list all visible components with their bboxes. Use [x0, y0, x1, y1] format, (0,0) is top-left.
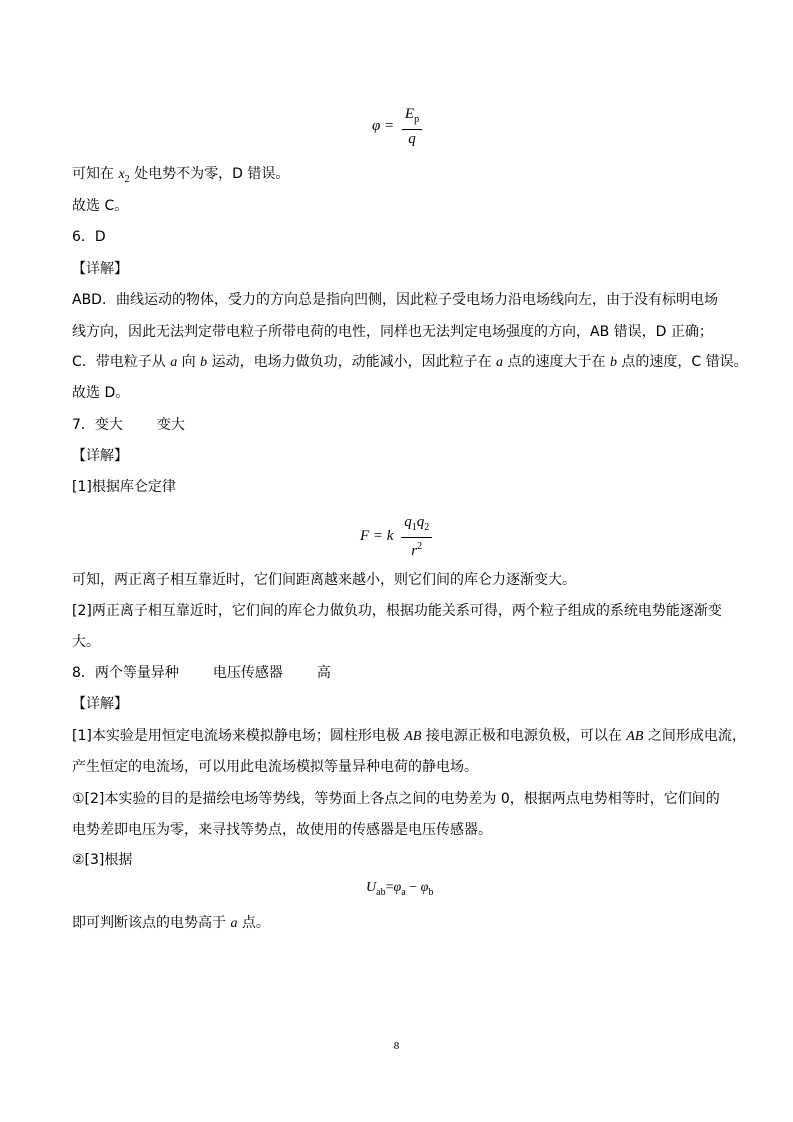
text-line: C．带电粒子从 a 向 b 运动，电场力做负功，动能减小，因此粒子在 a 点的速度大于在 b 点的速度，C 错误。 — [72, 354, 748, 370]
numerator: $E_p$ — [402, 106, 422, 130]
text-line: 可知在 $x_2$ 处电势不为零，D 错误。 — [72, 166, 290, 185]
page-number: 8 — [393, 1040, 400, 1052]
text-line: ①[2]本实验的目的是描绘电场等势线，等势面上各点之间的电势差为 0，根据两点电势相等时，它们间的 — [72, 791, 720, 807]
detail-heading: 【详解】 — [72, 261, 128, 277]
denominator: q — [408, 131, 416, 147]
equation-potential — [372, 106, 422, 147]
text-line: 故选 C。 — [72, 198, 129, 214]
text-line: ABD．曲线运动的物体，受力的方向总是指向凹侧，因此粒子受电场力沿电场线向左，由于没有标明电场 — [72, 292, 718, 308]
fraction — [401, 514, 432, 559]
answer-heading: 8．两个等量异种 电压传感器 高 — [72, 665, 331, 681]
text-line: ②[3]根据 — [72, 852, 133, 868]
text-line: 故选 D。 — [72, 385, 130, 401]
equation-lhs: F = k — [360, 527, 394, 544]
equation-lhs: φ = — [372, 117, 395, 134]
equation-coulomb — [360, 514, 432, 559]
fraction — [402, 106, 422, 147]
detail-heading: 【详解】 — [72, 448, 128, 464]
text-line: 电势差即电压为零，来寻找等势点，故使用的传感器是电压传感器。 — [72, 822, 492, 838]
answer-heading: 6．D — [72, 229, 106, 245]
text-line: [1]根据库仑定律 — [72, 479, 176, 495]
numerator: $q_1q_2$ — [401, 514, 432, 538]
denominator: $r^2$ — [411, 541, 423, 559]
text-line: [1]本实验是用恒定电流场来模拟静电场；圆柱形电极 AB 接电源正极和电源负极，可以在 AB 之间形成电流， — [72, 728, 746, 744]
text-line: 产生恒定的电流场，可以用此电流场模拟等量异种电荷的静电场。 — [72, 759, 478, 775]
detail-heading: 【详解】 — [72, 696, 128, 712]
answer-heading: 7．变大 变大 — [72, 417, 185, 433]
equation-voltage: $U_{ab}=\varphi_a - \varphi_b$ — [366, 880, 434, 898]
text-line: 即可判断该点的电势高于 a 点。 — [72, 915, 270, 931]
text-line: [2]两正离子相互靠近时，它们间的库仑力做负功，根据功能关系可得，两个粒子组成的系统电势能逐渐变 — [72, 603, 722, 619]
text-line: 可知，两正离子相互靠近时，它们间距离越来越小，则它们间的库仑力逐渐变大。 — [72, 572, 576, 588]
text-line: 大。 — [72, 634, 100, 650]
text-line: 线方向，因此无法判定带电粒子所带电荷的电性，同样也无法判定电场强度的方向，AB 错误，D 正确； — [72, 324, 713, 340]
